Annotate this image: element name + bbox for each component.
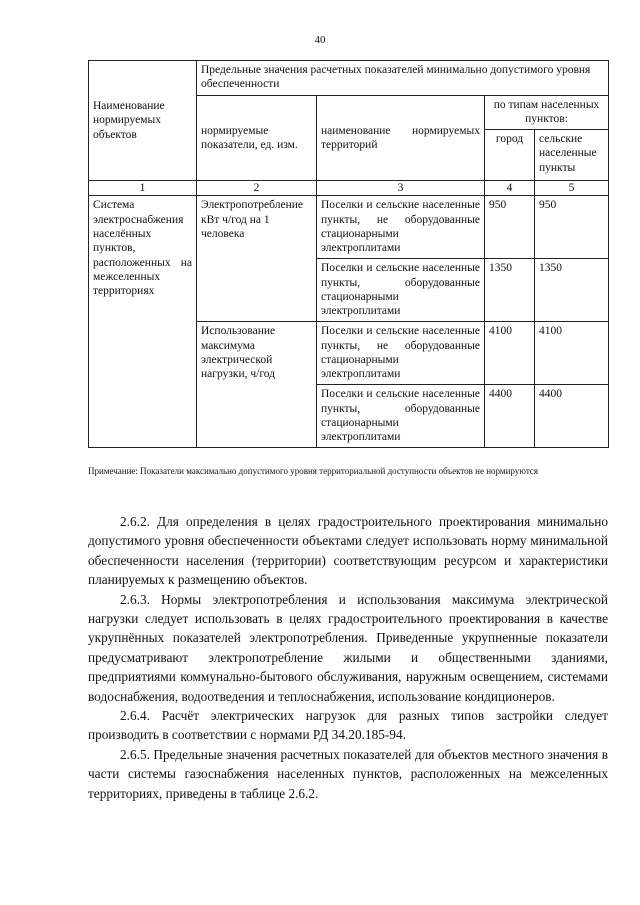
paragraph-2-6-4: 2.6.4. Расчёт электрических нагрузок для разных типов застройки следует производить в соответствии с нормами РД 34.20.185-94.: [88, 708, 608, 743]
header-rural: сельские населенные пункты: [535, 129, 609, 180]
table-header-row: [89, 61, 609, 96]
territory-name: Поселки и сельские населенные пункты, оборудованные стационарными электроплитами: [317, 259, 485, 322]
rural-value: 1350: [535, 259, 609, 322]
indicator-name: Электропотребление кВт ч/год на 1 человека: [197, 196, 317, 322]
territory-name: Поселки и сельские населенные пункты, не оборудованные стационарными электроплитами: [317, 322, 485, 385]
column-number: 4: [485, 180, 535, 195]
rural-value: 4400: [535, 385, 609, 448]
header-city: город: [485, 129, 535, 180]
standards-table: [88, 60, 609, 448]
territory-name: Поселки и сельские населенные пункты, не оборудованные стационарными электроплитами: [317, 196, 485, 259]
header-indicators: нормируемые показатели, ед. изм.: [197, 96, 317, 181]
paragraph-2-6-5: 2.6.5. Предельные значения расчетных показателей для объектов местного значения в части системы газоснабжения населенных пунктов, расположенных на межселенных территориях, приведены в таблице 2.6.2.: [88, 746, 608, 801]
column-number: 5: [535, 180, 609, 195]
object-name: Система электроснабжения населённых пунктов, расположенных на межселенных территориях: [89, 196, 197, 448]
paragraph-2-6-2: 2.6.2. Для определения в целях градостроительного проектирования минимально допустимого уровня обеспеченности объектами следует использовать норму минимальной обеспеченности населения (территории) соответствующим ресурсом и характеристики планируемых к размещению объектов.: [88, 514, 608, 588]
column-number: 2: [197, 180, 317, 195]
indicator-name: Использование максимума электрической нагрузки, ч/год: [197, 322, 317, 448]
city-value: 4100: [485, 322, 535, 385]
header-settlement-types: по типам населенных пунктов:: [485, 96, 609, 130]
header-objects: Наименование нормируемых объектов: [89, 61, 197, 181]
column-number: 1: [89, 180, 197, 195]
territory-name: Поселки и сельские населенные пункты, оборудованные стационарными электроплитами: [317, 385, 485, 448]
table-note: Примечание: Показатели максимально допустимого уровня территориальной доступности объектов не нормируются: [88, 466, 539, 476]
column-number-row: [89, 180, 609, 195]
paragraph-2-6-3: 2.6.3. Нормы электропотребления и использования максимума электрической нагрузки следует использовать в целях градостроительного проектирования в качестве укрупнённых показателей электропотребления. Приведенные укрупненные показатели предусматривают электропотребление жилыми и общественными зданиями, предприятиями коммунально-бытового обслуживания, наружным освещением, системами водоснабжения, водоотведения и теплоснабжения, использование кондиционеров.: [88, 591, 608, 704]
rural-value: 950: [535, 196, 609, 259]
table-row: [89, 196, 609, 259]
header-group-title: Предельные значения расчетных показателей минимально допустимого уровня обеспеченности: [197, 61, 609, 96]
page-number: 40: [314, 34, 326, 46]
city-value: 4400: [485, 385, 535, 448]
body-text: [88, 512, 608, 803]
city-value: 950: [485, 196, 535, 259]
city-value: 1350: [485, 259, 535, 322]
header-territories: наименование нормируемых территорий: [317, 96, 485, 181]
column-number: 3: [317, 180, 485, 195]
rural-value: 4100: [535, 322, 609, 385]
